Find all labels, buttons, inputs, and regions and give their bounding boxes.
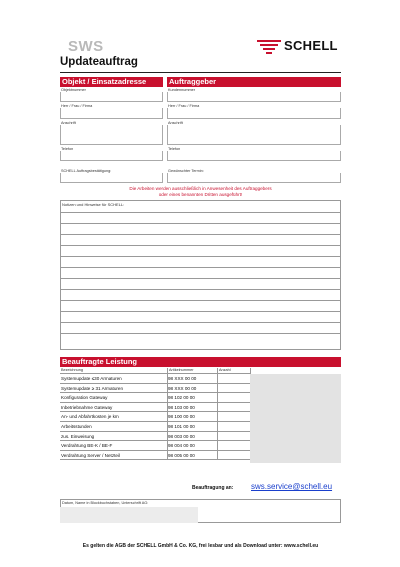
service-name: Arbeitsstunden xyxy=(61,424,92,429)
client-phone-label: Telefon xyxy=(168,147,181,151)
service-name: zus. Einweisung xyxy=(61,433,95,439)
service-name: Verdrahtung Server / Netzteil xyxy=(61,452,120,458)
signature-shaded-area xyxy=(60,507,198,523)
service-article: 98 101 00 00 xyxy=(168,424,195,429)
object-phone-label: Telefon xyxy=(61,147,74,151)
service-name: Inbetriebnahme Gateway xyxy=(61,404,113,410)
footer-terms: Es gelten die AGB der SCHELL GmbH & Co. KG, frei lesbar und als Download unter: www.schell.eu xyxy=(82,543,319,549)
article-column-header: Artikelnummer xyxy=(169,368,194,372)
service-article: 98 100 00 00 xyxy=(168,414,195,420)
title-divider xyxy=(60,72,341,73)
quantity-shaded-area xyxy=(250,374,341,463)
service-article: 98 003 00 00 xyxy=(168,433,195,439)
object-number-field[interactable] xyxy=(60,92,163,102)
service-article: 98 XXX 00 00 xyxy=(168,385,197,391)
notice-line-2: oder eines benannten Dritten ausgeführt! xyxy=(158,192,243,197)
signature-label: Datum, Name in Blockbuchstaben, Unterschrift AG: xyxy=(62,501,149,505)
client-section-heading: Auftraggeber xyxy=(167,77,341,87)
notes-area[interactable] xyxy=(60,200,341,350)
object-name-label: Herr / Frau / Firma xyxy=(61,104,93,108)
service-name: Systemupdate ≤30 Armaturen xyxy=(61,376,122,381)
order-confirmation-label: SCHELL Auftragsbestätigung: xyxy=(61,169,112,173)
service-name: Konfiguration Gateway xyxy=(61,395,108,401)
quantity-input-column[interactable] xyxy=(218,374,249,460)
customer-number-field[interactable] xyxy=(167,92,341,102)
quantity-column-header: Anzahl xyxy=(219,368,231,372)
service-name: Systemupdate ≥ 31 Armaturen xyxy=(61,385,124,391)
service-article: 98 XXX 00 00 xyxy=(168,376,197,381)
client-phone-field[interactable] xyxy=(167,151,341,161)
client-address-label: Anschrift xyxy=(168,121,183,125)
service-article: 98 005 00 00 xyxy=(168,452,195,458)
service-article: 98 004 00 00 xyxy=(168,443,195,449)
object-number-label: Objektnummer xyxy=(61,88,86,92)
order-confirmation-field[interactable] xyxy=(60,173,163,183)
service-name: An- und Abfahrtkosten je km xyxy=(61,414,119,420)
schell-logo xyxy=(257,37,341,57)
services-heading: Beauftragte Leistung xyxy=(60,357,341,367)
customer-number-label: Kundennummer xyxy=(168,88,196,92)
client-name-label: Herr / Frau / Firma xyxy=(168,104,200,108)
client-name-field[interactable] xyxy=(167,108,341,119)
notes-label: Notizen und Hinweise für SCHELL: xyxy=(62,202,125,207)
brand-name: SCHELL xyxy=(284,38,338,53)
desired-date-label: Gewünschter Termin: xyxy=(168,169,204,173)
schell-logo-icon xyxy=(257,39,281,55)
page-title: Updateauftrag xyxy=(60,56,138,68)
notice-line-1: Die Arbeiten werden ausschließlich in Anwesenheit des Auftraggebers xyxy=(129,186,272,191)
object-address-field[interactable] xyxy=(60,125,163,145)
service-email-link[interactable]: sws.service@schell.eu xyxy=(251,482,333,491)
object-phone-field[interactable] xyxy=(60,151,163,161)
service-article: 98 103 00 00 xyxy=(168,404,195,410)
product-name: SWS xyxy=(68,38,104,55)
service-article: 98 102 00 00 xyxy=(168,395,195,401)
object-section-heading: Objekt / Einsatzadresse xyxy=(60,77,163,87)
client-address-field[interactable] xyxy=(167,125,341,145)
order-label: Beauftragung an: xyxy=(192,485,234,491)
desired-date-field[interactable] xyxy=(167,173,341,183)
description-column-header: Bezeichnung xyxy=(61,368,83,372)
object-name-field[interactable] xyxy=(60,108,163,119)
object-address-label: Anschrift xyxy=(61,121,76,125)
service-name: Verdrahtung BE-K / BE-F xyxy=(61,443,113,449)
